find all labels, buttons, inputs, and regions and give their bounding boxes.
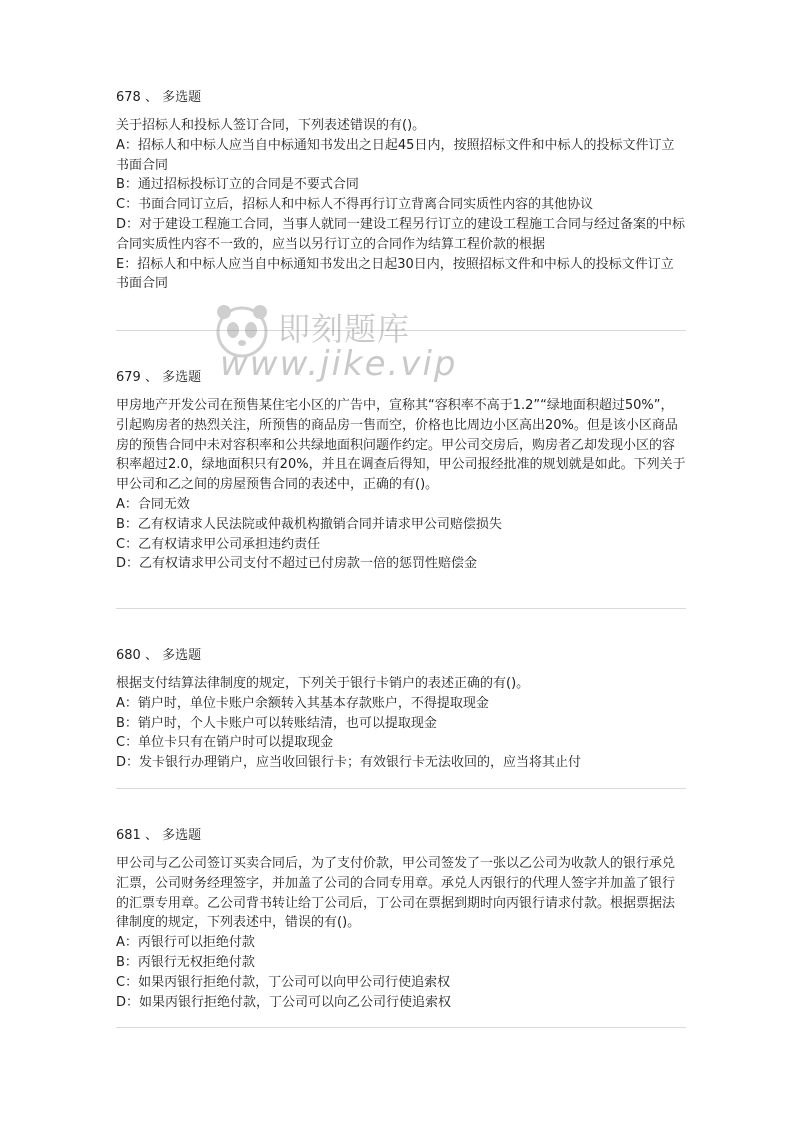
option-text: 书面合同订立后，招标人和中标人不得再行订立背离合同实质性内容的其他协议 [138,197,594,213]
option-key: C： [116,536,139,552]
option-b [116,515,686,535]
option-key: D： [116,755,140,771]
option-d [116,215,686,255]
option-d [116,554,686,574]
question-stem: 甲公司与乙公司签订买卖合同后，为了支付价款，甲公司签发了一张以乙公司为收款人的银行承兑汇票，公司财务经理签字，并加盖了公司的合同专用章。承兑人丙银行的代理人签字并加盖了银行的汇票专用章。乙公司背书转让给丁公司后，丁公司在票据到期时向丙银行请求付款。根据票据法律制度的规定，下列表述中，错误的有()。 [116,856,676,931]
question-header: 680 、 多选题 [116,648,202,663]
option-key: B： [116,516,138,532]
option-c [116,535,686,555]
question-header: 681 、 多选题 [116,828,202,843]
question-header: 678 、 多选题 [116,90,202,105]
question-stem: 甲房地产开发公司在预售某住宅小区的广告中，宣称其“容积率不高于1.2”“绿地面积超过50%”，引起购房者的热烈关注，所预售的商品房一售而空，价格也比周边小区高出20%。但是该小区商品房的预售合同中未对容积率和公共绿地面积问题作约定。甲公司交房后，购房者乙却发现小区的容积率超过2.0，绿地面积只有20%，并且在调查后得知，甲公司报经批准的规划就是如此。下列关于甲公司和乙之间的房屋预售合同的表述中，正确的有()。 [116,398,686,493]
option-a [116,495,686,515]
question-divider [116,788,686,789]
option-c [116,733,686,753]
option-text: 招标人和中标人应当自中标通知书发出之日起45日内，按照招标文件和中标人的投标文件订立书面合同 [116,137,675,173]
option-text: 乙有权请求人民法院或仲裁机构撤销合同并请求甲公司赔偿损失 [137,516,502,532]
watermark-brand: 即刻题库 [278,310,411,348]
watermark-url: www.jike.vip [220,344,458,384]
option-text: 招标人和中标人应当自中标通知书发出之日起30日内，按照招标文件和中标人的投标文件订立书面合同 [116,256,674,292]
option-a [116,933,686,953]
option-text: 如果丙银行拒绝付款，丁公司可以向乙公司行使追索权 [139,994,452,1010]
option-a [116,136,686,176]
option-text: 乙有权请求甲公司支付不超过已付房款一倍的惩罚性赔偿金 [139,556,478,572]
option-text: 合同无效 [137,496,190,512]
option-text: 如果丙银行拒绝付款，丁公司可以向甲公司行使追索权 [138,974,451,990]
option-key: D： [116,556,140,572]
option-c [116,195,686,215]
option-text: 乙有权请求甲公司承担违约责任 [138,536,321,552]
option-key: C： [116,197,139,213]
option-text: 销户时，个人卡账户可以转账结清，也可以提取现金 [137,715,437,731]
option-text: 通过招标投标订立的合同是不要式合同 [137,177,359,193]
question-divider [116,1027,686,1028]
question-stem: 关于招标人和投标人签订合同，下列表述错误的有()。 [116,118,426,133]
option-key: B： [116,177,138,193]
option-key: B： [116,954,138,970]
option-key: B： [116,715,138,731]
option-text: 对于建设工程施工合同，当事人就同一建设工程另行订立的建设工程施工合同与经过备案的中标合同实质性内容不一致的，应当以另行订立的合同作为结算工程价款的根据 [116,216,686,252]
option-key: C： [116,974,139,990]
option-text: 销户时，单位卡账户余额转入其基本存款账户，不得提取现金 [137,695,489,711]
option-text: 发卡银行办理销户，应当收回银行卡；有效银行卡无法收回的，应当将其止付 [139,755,582,771]
option-b [116,175,686,195]
option-d [116,993,686,1013]
question-block-678 [116,88,686,294]
option-key: A： [116,935,138,951]
option-e [116,255,686,295]
option-text: 丙银行无权拒绝付款 [137,954,255,970]
question-block-679 [116,368,686,574]
option-key: D： [116,994,140,1010]
question-block-681 [116,826,686,1012]
option-key: C： [116,735,139,751]
option-c [116,973,686,993]
option-text: 丙银行可以拒绝付款 [137,935,255,951]
option-key: A： [116,137,138,153]
option-key: A： [116,695,138,711]
question-header: 679 、 多选题 [116,370,202,385]
question-block-680 [116,646,686,773]
option-a [116,694,686,714]
option-key: A： [116,496,138,512]
option-key: E： [116,256,138,272]
option-key: D： [116,216,140,232]
option-text: 单位卡只有在销户时可以提取现金 [138,735,334,751]
option-d [116,753,686,773]
question-divider [116,608,686,609]
question-stem: 根据支付结算法律制度的规定，下列关于银行卡销户的表述正确的有()。 [116,676,530,691]
option-b [116,714,686,734]
question-divider [116,330,686,331]
option-b [116,953,686,973]
